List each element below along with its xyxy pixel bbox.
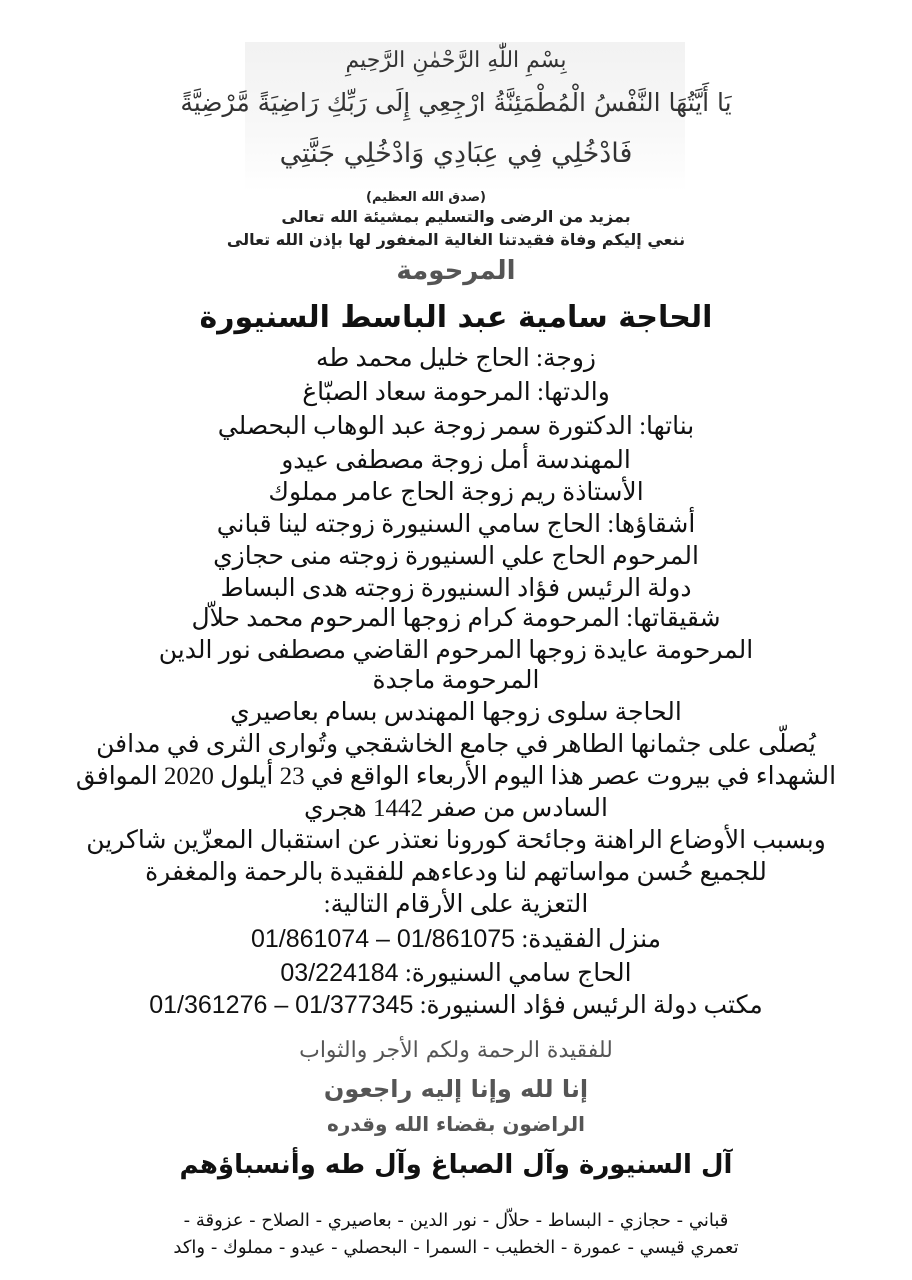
- funeral-line: السادس من صفر 1442 هجري: [304, 795, 608, 822]
- closing-prayer: للفقيدة الرحمة ولكم الأجر والثواب: [299, 1038, 613, 1063]
- family-line: دولة الرئيس فؤاد السنيورة زوجته هدى البساط: [220, 575, 692, 602]
- condolence-heading: التعزية على الأرقام التالية:: [323, 891, 589, 918]
- family-line: المرحومة ماجدة: [372, 667, 540, 694]
- family-line: والدتها: المرحومة سعاد الصبّاغ: [302, 379, 610, 406]
- funeral-line: الشهداء في بيروت عصر هذا اليوم الأربعاء الواقع في 23 أيلول 2020 الموافق: [75, 763, 837, 790]
- families-signature: آل السنيورة وآل الصباغ وآل طه وأنسباؤهم: [179, 1150, 733, 1180]
- family-line: شقيقاتها: المرحومة كرام زوجها المرحوم محمد حلاّل: [191, 605, 721, 632]
- family-line: المرحومة عايدة زوجها المرحوم القاضي مصطفى نور الدين: [158, 637, 754, 664]
- relatives-line-2: تعمري قيسي - عمورة - الخطيب - السمرا - البحصلي - عيدو - مملوك - واكد: [173, 1237, 739, 1258]
- verse-closing: (صدق الله العظيم): [366, 190, 486, 205]
- inna-lillah-line: إنا لله وإنا إليه راجعون: [323, 1075, 589, 1103]
- phone-label: منزل الفقيدة:: [521, 926, 662, 953]
- intro-line-1: بمزيد من الرضى والتسليم بمشيئة الله تعالى: [281, 207, 631, 226]
- basmala: بِسْمِ اللّٰهِ الرَّحْمٰنِ الرَّحِيمِ: [345, 48, 567, 73]
- family-line: زوجة: الحاج خليل محمد طه: [315, 345, 597, 372]
- family-line: المرحوم الحاج علي السنيورة زوجته منى حجازي: [213, 543, 699, 570]
- deceased-label: المرحومة: [396, 256, 516, 286]
- family-line: بناتها: الدكتورة سمر زوجة عبد الوهاب البحصلي: [217, 413, 695, 440]
- family-line: المهندسة أمل زوجة مصطفى عيدو: [281, 447, 631, 474]
- intro-line-2: ننعي إليكم وفاة فقيدتنا الغالية المغفور لها بإذن الله تعالى: [226, 230, 686, 249]
- phone-label: مكتب دولة الرئيس فؤاد السنيورة:: [419, 992, 763, 1019]
- deceased-name: الحاجة سامية عبد الباسط السنيورة: [199, 300, 713, 335]
- relatives-line-1: قباني - حجازي - البساط - حلاّل - نور الدين - بعاصيري - الصلاح - عزوقة -: [183, 1210, 729, 1231]
- family-line: الأستاذة ريم زوجة الحاج عامر مملوك: [268, 479, 644, 506]
- phone-line: [0, 956, 912, 991]
- verse-line-1: يَا أَيَّتُهَا النَّفْسُ الْمُطْمَئِنَّةُ ارْجِعِي إِلَى رَبِّكِ رَاضِيَةً مَّرْضِيَّةً: [180, 88, 732, 117]
- phone-label: الحاج سامي السنيورة:: [404, 960, 632, 987]
- family-line: أشقاؤها: الحاج سامي السنيورة زوجته لينا قباني: [216, 511, 696, 538]
- funeral-line: يُصلّى على جثمانها الطاهر في جامع الخاشقجي وتُوارى الثرى في مدافن: [96, 731, 816, 758]
- phone-line: [0, 988, 912, 1023]
- phone-numbers: 01/861074 – 01/861075: [250, 925, 516, 953]
- phone-line: [0, 922, 912, 957]
- acceptance-line: الراضون بقضاء الله وقدره: [327, 1112, 585, 1136]
- covid-notice-line: وبسبب الأوضاع الراهنة وجائحة كورونا نعتذر عن استقبال المعزّين شاكرين: [86, 827, 826, 854]
- verse-line-2: فَادْخُلِي فِي عِبَادِي وَادْخُلِي جَنَّتِي: [279, 138, 633, 169]
- family-line: الحاجة سلوى زوجها المهندس بسام بعاصيري: [230, 699, 682, 726]
- phone-numbers: 01/361276 – 01/377345: [149, 991, 414, 1019]
- phone-numbers: 03/224184: [280, 959, 399, 987]
- covid-notice-line: للجميع حُسن مواساتهم لنا ودعاءهم للفقيدة بالرحمة والمغفرة: [145, 859, 767, 886]
